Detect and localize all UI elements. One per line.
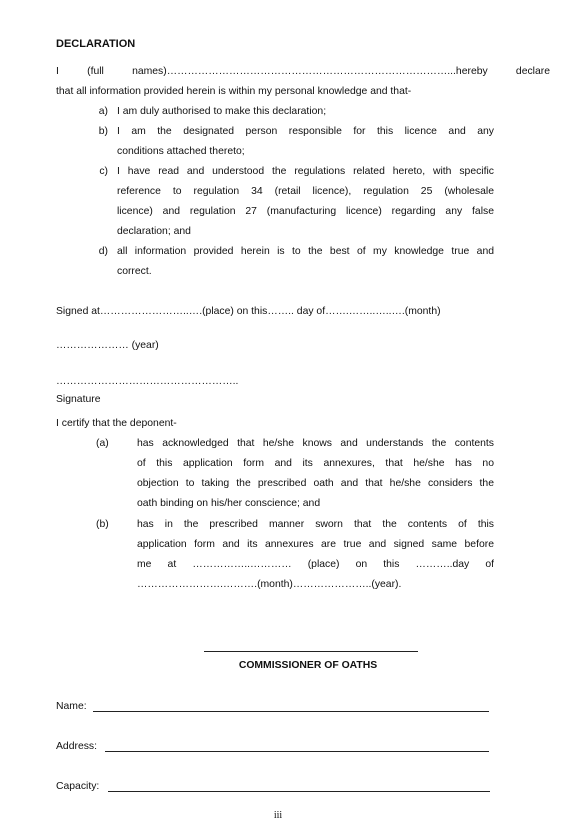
signed-at-line: Signed at……………………..….(place) on this…….. day of…….……..…..….(month)	[56, 306, 441, 317]
certify-a-text	[137, 434, 494, 514]
item-a-text	[117, 102, 494, 122]
item-d-line-1: all information provided herein is to the best of my knowledge true and	[117, 246, 494, 257]
address-label: Address:	[56, 741, 98, 752]
item-c-line-3: licence) and regulation 27 (manufacturing licence) regarding any false	[117, 206, 494, 217]
full-names-line: I (full names)………………………………………………………………………...hereby declare	[56, 66, 550, 77]
address-field[interactable]	[105, 751, 489, 752]
signature-dots: ……………………………………………..	[56, 376, 239, 387]
item-c-marker: c)	[99, 166, 108, 177]
certify-b-line-3: me at ……………..………… (place) on this ………..day of	[137, 559, 494, 570]
item-d-line-2: correct.	[117, 266, 152, 277]
certify-b-line-2: application form and its annexures are true and signed same before	[137, 539, 494, 550]
item-c-line-1: I have read and understood the regulations related hereto, with specific	[117, 166, 494, 177]
declaration-heading: DECLARATION	[56, 38, 136, 50]
item-c-text	[117, 162, 494, 242]
certify-a-line-1: has acknowledged that he/she knows and understands the contents	[137, 438, 494, 449]
name-label: Name:	[56, 701, 87, 712]
certify-a-marker: (a)	[96, 438, 109, 449]
commissioner-of-oaths-label: COMMISSIONER OF OATHS	[238, 660, 378, 671]
certify-a-line-3: objection to taking the prescribed oath and that he/she considers the	[137, 478, 494, 489]
item-b-line-2: conditions attached thereto;	[117, 146, 245, 157]
item-a-marker: a)	[98, 106, 108, 117]
item-c-line-4: declaration; and	[117, 226, 191, 237]
item-b-marker: b)	[98, 126, 108, 137]
capacity-label: Capacity:	[56, 781, 100, 792]
name-field[interactable]	[93, 711, 489, 712]
certify-intro: I certify that the deponent-	[56, 418, 177, 429]
commissioner-signature-line[interactable]	[204, 651, 418, 652]
certify-a-line-2: of this application form and its annexures, that he/she has no	[137, 458, 494, 469]
item-d-text	[117, 242, 494, 282]
year-line: ………………… (year)	[56, 340, 159, 351]
item-d-marker: d)	[98, 246, 108, 257]
certify-a-line-4: oath binding on his/her conscience; and	[137, 498, 321, 509]
item-a-line-1: I am duly authorised to make this declaration;	[117, 106, 327, 117]
certify-b-line-4: …………………….……….(month)…………………..(year).	[137, 579, 402, 590]
certify-b-marker: (b)	[96, 519, 109, 530]
signature-label: Signature	[56, 394, 101, 405]
item-b-line-1: I am the designated person responsible for this licence and any	[117, 126, 494, 137]
item-b-text	[117, 122, 494, 162]
page-number: iii	[273, 810, 283, 821]
certify-b-text	[137, 515, 494, 595]
declaration-intro-line: that all information provided herein is within my personal knowledge and that-	[56, 86, 412, 97]
certify-b-line-1: has in the prescribed manner sworn that the contents of this	[137, 519, 494, 530]
item-c-line-2: reference to regulation 34 (retail licence), regulation 25 (wholesale	[117, 186, 494, 197]
capacity-field[interactable]	[108, 791, 490, 792]
